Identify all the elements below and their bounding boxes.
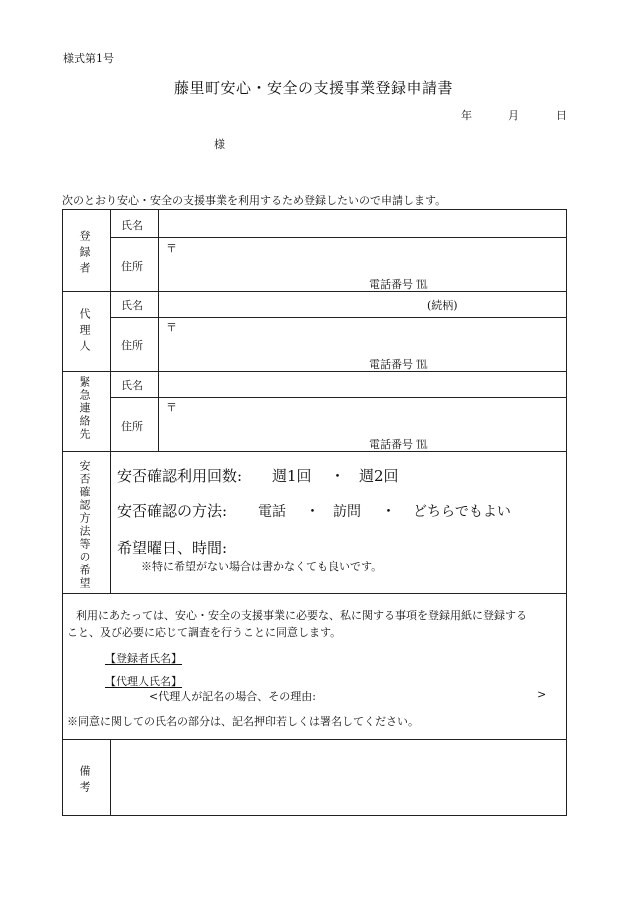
divider (110, 739, 111, 816)
page-title: 藤里町安心・安全の支援事業登録申請書 (174, 79, 454, 97)
form-number: 様式第1号 (63, 52, 114, 65)
divider (110, 317, 567, 318)
registrant-address-label: 住所 (121, 260, 143, 273)
method-option-phone: 電話 (258, 504, 286, 520)
registrant-signature-label: 【登録者氏名】 (105, 652, 182, 665)
registrant-heading: 登録者 (78, 230, 91, 278)
safety-heading: 安否確認方法等の希望 (78, 460, 91, 590)
agent-address-label: 住所 (121, 339, 143, 352)
intro-text: 次のとおり安心・安全の支援事業を利用するため登録したいので申請します。 (62, 194, 447, 207)
divider (63, 371, 567, 372)
date-year-label: 年 (461, 109, 472, 122)
preferred-time-label: 希望曜日、時間: (117, 539, 228, 557)
consent-text-line1: 利用にあたっては、安心・安全の支援事業に必要な、私に関する事項を登録用紙に登録する (76, 609, 527, 622)
separator-dot: ・ (330, 467, 346, 485)
application-form-table (62, 209, 567, 816)
frequency-label: 安否確認利用回数: (117, 467, 243, 485)
date-day-label: 日 (556, 109, 567, 122)
divider (110, 210, 111, 451)
date-month-label: 月 (508, 109, 519, 122)
divider (110, 237, 567, 238)
agent-heading: 代理人 (78, 308, 91, 356)
method-option-visit: 訪問 (333, 504, 361, 520)
emergency-heading: 緊急連絡先 (78, 376, 91, 441)
method-label: 安否確認の方法: (117, 502, 228, 520)
registrant-postal-mark: 〒 (166, 242, 177, 255)
preferred-time-note: ※特に希望がない場合は書かなくても良いです。 (141, 560, 383, 573)
agent-phone-label: 電話番号 ℡ (369, 358, 428, 371)
divider (63, 593, 567, 594)
consent-text-line2: こと、及び必要に応じて調査を行うことに同意します。 (67, 626, 342, 639)
divider (63, 291, 567, 292)
separator-dot: ・ (381, 502, 397, 520)
emergency-phone-label: 電話番号 ℡ (369, 438, 428, 451)
emergency-name-label: 氏名 (121, 379, 143, 392)
method-option-either: どちらでもよい (413, 504, 511, 520)
frequency-option-weekly-twice: 週2回 (359, 467, 399, 485)
agent-signature-label: 【代理人氏名】 (105, 675, 182, 688)
frequency-option-weekly-once: 週1回 (272, 467, 312, 485)
divider (110, 451, 111, 593)
divider (63, 739, 567, 740)
agent-name-label: 氏名 (121, 299, 143, 312)
emergency-address-label: 住所 (121, 420, 143, 433)
divider (63, 451, 567, 452)
agent-postal-mark: 〒 (166, 321, 177, 334)
agent-reason-close: > (537, 688, 547, 701)
registrant-phone-label: 電話番号 ℡ (369, 278, 428, 291)
registrant-name-label: 氏名 (121, 219, 143, 232)
agent-reason-open: <代理人が記名の場合、その理由: (149, 690, 316, 703)
separator-dot: ・ (305, 502, 321, 520)
addressee-suffix: 様 (214, 138, 225, 151)
remarks-heading: 備考 (78, 765, 91, 797)
divider (158, 210, 159, 451)
consent-note: ※同意に関しての氏名の部分は、記名押印若しくは署名してください。 (67, 715, 419, 728)
divider (110, 397, 567, 398)
emergency-postal-mark: 〒 (166, 401, 177, 414)
agent-relation-label: (続柄) (427, 299, 458, 312)
